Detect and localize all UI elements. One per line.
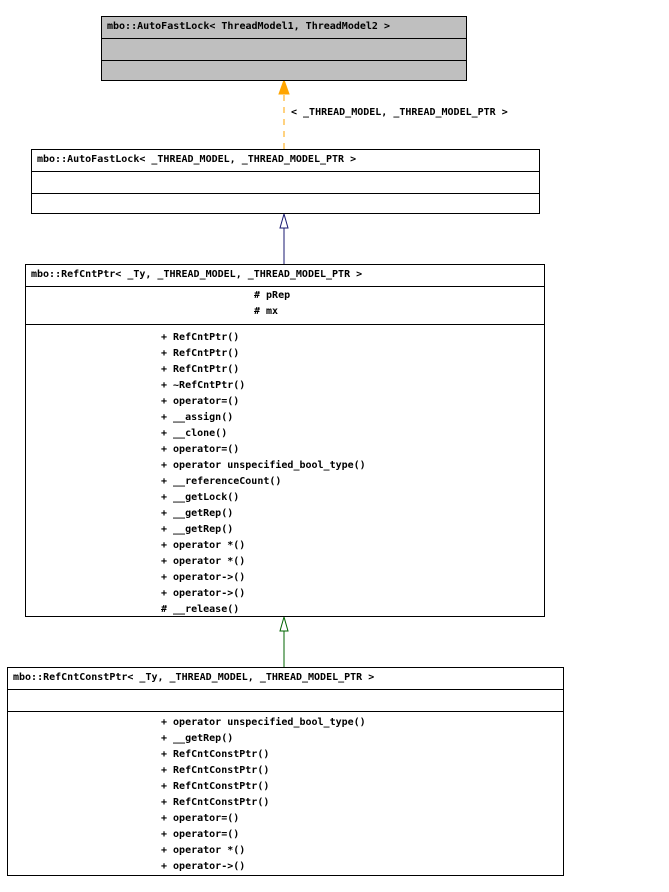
method-item: + operator unspecified_bool_type() bbox=[161, 460, 366, 471]
class-title: mbo::RefCntConstPtr< _Ty, _THREAD_MODEL, _THREAD_MODEL_PTR > bbox=[13, 672, 375, 683]
method-item: + RefCntConstPtr() bbox=[161, 749, 270, 760]
class-title: mbo::RefCntPtr< _Ty, _THREAD_MODEL, _THREAD_MODEL_PTR > bbox=[31, 269, 363, 280]
methods-section bbox=[8, 711, 563, 875]
attributes-section bbox=[26, 286, 544, 324]
class-title: mbo::AutoFastLock< _THREAD_MODEL, _THREAD_MODEL_PTR > bbox=[37, 154, 357, 165]
method-item: + operator=() bbox=[161, 813, 240, 824]
methods-section bbox=[102, 60, 466, 80]
method-item: + __referenceCount() bbox=[161, 476, 282, 487]
method-item: + operator->() bbox=[161, 572, 246, 583]
method-item: + operator unspecified_bool_type() bbox=[161, 717, 366, 728]
template-instantiation-label: < _THREAD_MODEL, _THREAD_MODEL_PTR > bbox=[291, 107, 508, 118]
protected-inheritance-arrowhead bbox=[280, 617, 288, 631]
attributes-section bbox=[102, 38, 466, 60]
attribute-item: # pRep bbox=[254, 290, 291, 301]
method-item: + __getRep() bbox=[161, 508, 234, 519]
method-item: + __getRep() bbox=[161, 524, 234, 535]
method-item: + operator=() bbox=[161, 444, 240, 455]
attributes-section bbox=[8, 689, 563, 711]
method-item: + operator *() bbox=[161, 540, 246, 551]
method-item: + __assign() bbox=[161, 412, 234, 423]
method-item: + operator->() bbox=[161, 861, 246, 872]
method-item: + RefCntConstPtr() bbox=[161, 797, 270, 808]
methods-section bbox=[26, 324, 544, 618]
method-item: + __getLock() bbox=[161, 492, 240, 503]
template-class-box[interactable] bbox=[101, 16, 467, 81]
method-item: + operator=() bbox=[161, 829, 240, 840]
public-inheritance-arrowhead bbox=[280, 214, 288, 228]
ref-cnt-ptr-class-box[interactable] bbox=[25, 264, 545, 617]
method-item: + __getRep() bbox=[161, 733, 234, 744]
methods-section bbox=[32, 193, 539, 213]
method-item: + ~RefCntPtr() bbox=[161, 380, 246, 391]
method-item: + RefCntConstPtr() bbox=[161, 765, 270, 776]
method-item: + RefCntPtr() bbox=[161, 348, 240, 359]
method-item: # __release() bbox=[161, 604, 240, 615]
attribute-item: # mx bbox=[254, 306, 279, 317]
auto-fast-lock-class-box[interactable] bbox=[31, 149, 540, 214]
method-item: + RefCntPtr() bbox=[161, 332, 240, 343]
method-item: + operator *() bbox=[161, 845, 246, 856]
method-item: + RefCntConstPtr() bbox=[161, 781, 270, 792]
method-item: + operator=() bbox=[161, 396, 240, 407]
attributes-section bbox=[32, 171, 539, 193]
method-item: + RefCntPtr() bbox=[161, 364, 240, 375]
class-title: mbo::AutoFastLock< ThreadModel1, ThreadModel2 > bbox=[107, 21, 390, 32]
method-item: + operator->() bbox=[161, 588, 246, 599]
method-item: + __clone() bbox=[161, 428, 228, 439]
ref-cnt-const-ptr-class-box[interactable] bbox=[7, 667, 564, 876]
template-arrowhead bbox=[279, 80, 289, 94]
method-item: + operator *() bbox=[161, 556, 246, 567]
